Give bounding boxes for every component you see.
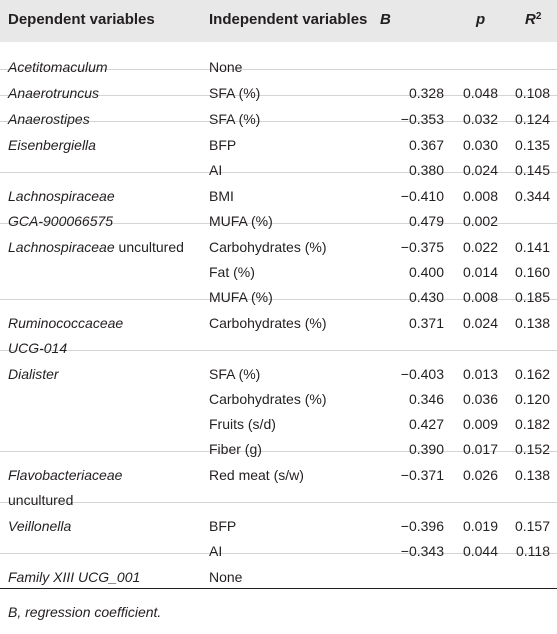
cell-p: 0.008 <box>462 289 498 305</box>
dependent-variable-italic: Ruminococcaceae <box>8 315 124 331</box>
cell-b: −0.410 <box>400 188 444 204</box>
cell-r-squared: 0.120 <box>514 391 550 407</box>
table-row <box>0 44 557 75</box>
cell-r-squared: 0.160 <box>514 264 550 280</box>
cell-r-squared: 0.162 <box>514 366 550 382</box>
cell-b: 0.371 <box>408 315 444 331</box>
header-dependent-variables: Dependent variables <box>8 11 155 28</box>
table-row <box>0 147 557 178</box>
cell-independent-variable: Fat (%) <box>209 264 255 280</box>
cell-b: −0.396 <box>400 518 444 534</box>
cell-independent-variable: Carbohydrates (%) <box>209 315 327 331</box>
cell-p: 0.032 <box>462 111 498 127</box>
table-body <box>0 44 557 585</box>
cell-b: −0.371 <box>400 467 444 483</box>
cell-p: 0.009 <box>462 416 498 432</box>
cell-r-squared: 0.138 <box>514 467 550 483</box>
cell-dependent-variable <box>8 567 140 587</box>
table-row <box>0 477 557 508</box>
header-b: B <box>380 11 391 28</box>
cell-r-squared: 0.185 <box>514 289 550 305</box>
table-row <box>0 554 557 585</box>
cell-independent-variable: SFA (%) <box>209 111 261 127</box>
table-row <box>0 376 557 407</box>
cell-b: 0.479 <box>408 213 444 229</box>
cell-p: 0.048 <box>462 85 498 101</box>
cell-p: 0.026 <box>462 467 498 483</box>
table-row <box>0 325 557 356</box>
dependent-variable-italic: Flavobacteriaceae <box>8 467 123 483</box>
dependent-variable-italic: Lachnospiraceae <box>8 188 115 204</box>
cell-r-squared: 0.118 <box>516 543 550 559</box>
cell-independent-variable: Red meat (s/w) <box>209 467 304 483</box>
cell-p: 0.044 <box>462 543 498 559</box>
header-r-squared <box>525 11 541 29</box>
dependent-variable-italic: Veillonella <box>8 518 72 534</box>
cell-independent-variable: None <box>209 569 243 585</box>
cell-p: 0.030 <box>462 137 498 153</box>
table-row <box>0 198 557 229</box>
cell-independent-variable: AI <box>209 543 223 559</box>
table-row <box>0 173 557 204</box>
cell-r-squared: 0.145 <box>514 162 550 178</box>
table-row <box>0 528 557 559</box>
cell-b: 0.390 <box>408 441 444 457</box>
cell-independent-variable: BFP <box>209 518 237 534</box>
cell-independent-variable: Fruits (s/d) <box>209 416 276 432</box>
cell-independent-variable: AI <box>209 162 223 178</box>
dependent-variable-italic: Anaerostipes <box>8 111 90 127</box>
header-p: p <box>476 11 486 28</box>
cell-r-squared: 0.182 <box>514 416 550 432</box>
dependent-variable-plain: uncultured <box>114 239 184 255</box>
cell-independent-variable: BMI <box>209 188 234 204</box>
cell-r-squared: 0.141 <box>514 239 550 255</box>
table-row <box>0 274 557 305</box>
cell-independent-variable: Fiber (g) <box>209 441 262 457</box>
cell-independent-variable: Carbohydrates (%) <box>209 239 327 255</box>
footnote-text: B, regression coefficient. <box>8 604 162 620</box>
cell-p: 0.014 <box>462 264 498 280</box>
cell-p: 0.024 <box>462 315 498 331</box>
table-row <box>0 503 557 534</box>
cell-p: 0.017 <box>462 441 498 457</box>
header-independent-variables: Independent variables <box>209 11 368 28</box>
dependent-variable-italic: Anaerotruncus <box>8 85 100 101</box>
cell-independent-variable: SFA (%) <box>209 85 261 101</box>
dependent-variable-italic: Lachnospiraceae <box>8 239 115 255</box>
cell-independent-variable: MUFA (%) <box>209 213 273 229</box>
table-row <box>0 426 557 457</box>
dependent-variable-italic: GCA-900066575 <box>8 213 114 229</box>
table-row <box>0 224 557 255</box>
cell-independent-variable: SFA (%) <box>209 366 261 382</box>
cell-r-squared: 0.344 <box>514 188 550 204</box>
cell-r-squared: 0.138 <box>514 315 550 331</box>
cell-b: 0.400 <box>408 264 444 280</box>
header-r-superscript: 2 <box>535 11 542 22</box>
cell-independent-variable: MUFA (%) <box>209 289 273 305</box>
cell-independent-variable: Carbohydrates (%) <box>209 391 327 407</box>
dependent-variable-italic: Dialister <box>8 366 59 382</box>
cell-p: 0.022 <box>462 239 498 255</box>
table-row <box>0 300 557 331</box>
cell-b: 0.427 <box>408 416 444 432</box>
dependent-variable-italic: Family XIII UCG_001 <box>8 569 141 585</box>
cell-b: −0.375 <box>400 239 444 255</box>
cell-b: −0.353 <box>400 111 444 127</box>
table-row <box>0 401 557 432</box>
cell-independent-variable: None <box>209 59 243 75</box>
cell-r-squared: 0.108 <box>514 85 550 101</box>
cell-independent-variable: BFP <box>209 137 237 153</box>
cell-p: 0.013 <box>462 366 498 382</box>
cell-b: −0.403 <box>400 366 444 382</box>
cell-b: −0.343 <box>400 543 444 559</box>
cell-b: 0.328 <box>408 85 444 101</box>
dependent-variable-italic: Acetitomaculum <box>8 59 108 75</box>
table-row <box>0 96 557 127</box>
table-header <box>0 0 557 42</box>
cell-p: 0.024 <box>462 162 498 178</box>
table-row <box>0 122 557 153</box>
table-row <box>0 249 557 280</box>
cell-p: 0.036 <box>462 391 498 407</box>
table-footnote <box>0 588 557 620</box>
cell-r-squared: 0.135 <box>514 137 550 153</box>
dependent-variable-plain: uncultured <box>8 492 74 508</box>
header-r-letter: R <box>525 11 536 28</box>
cell-b: 0.430 <box>408 289 444 305</box>
table-row <box>0 351 557 382</box>
dependent-variable-italic: UCG-014 <box>8 340 68 356</box>
cell-r-squared: 0.152 <box>514 441 550 457</box>
cell-p: 0.008 <box>462 188 498 204</box>
cell-r-squared: 0.124 <box>514 111 550 127</box>
table-row <box>0 70 557 101</box>
dependent-variable-italic: Eisenbergiella <box>8 137 96 153</box>
cell-p: 0.019 <box>462 518 498 534</box>
cell-b: 0.367 <box>408 137 444 153</box>
cell-p: 0.002 <box>462 213 498 229</box>
cell-r-squared: 0.157 <box>514 518 550 534</box>
table-row <box>0 452 557 483</box>
cell-b: 0.380 <box>408 162 444 178</box>
cell-b: 0.346 <box>408 391 444 407</box>
